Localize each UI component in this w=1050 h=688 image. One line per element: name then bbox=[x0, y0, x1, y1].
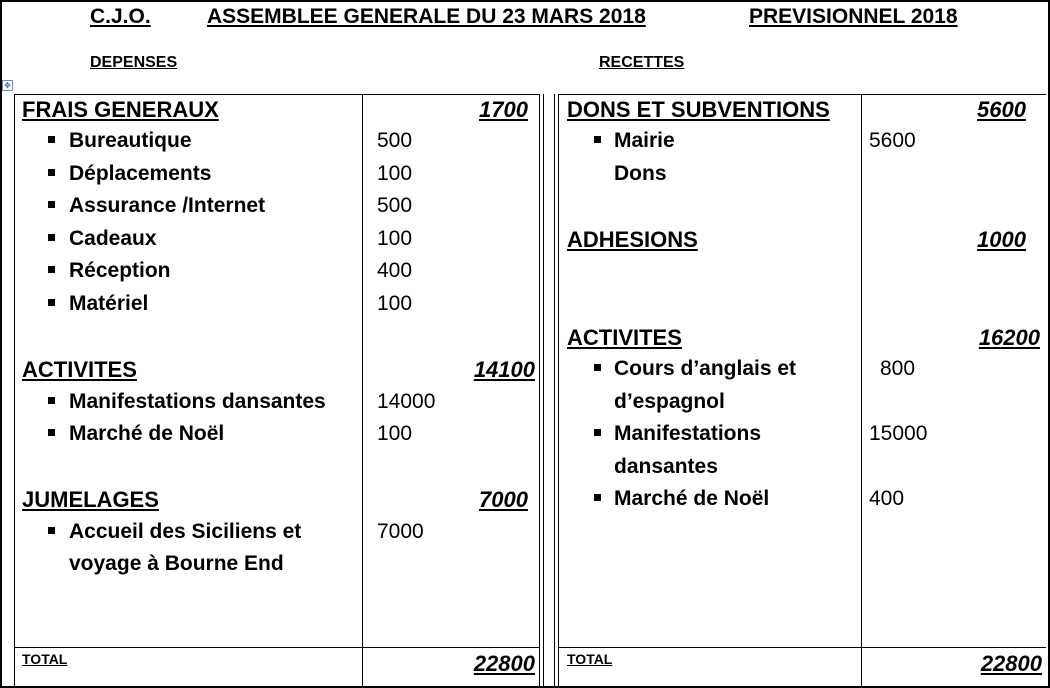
bullet-icon bbox=[48, 136, 55, 143]
bullet-icon bbox=[48, 397, 55, 404]
expense-item-label: Matériel bbox=[69, 292, 149, 315]
bullet-icon bbox=[48, 266, 55, 273]
revenue-item-label: Marché de Noël bbox=[614, 487, 770, 510]
revenues-total-label: TOTAL bbox=[567, 651, 613, 667]
expense-item-value: 500 bbox=[377, 129, 413, 152]
expense-item-label: Marché de Noël bbox=[69, 422, 225, 445]
table-top-border-left bbox=[14, 94, 539, 95]
bullet-icon bbox=[48, 429, 55, 436]
expense-item-label: Réception bbox=[69, 259, 171, 282]
total-row-border-left bbox=[14, 647, 539, 648]
section-frais-generaux: FRAIS GENERAUX bbox=[22, 97, 219, 122]
expenses-right-border bbox=[539, 94, 540, 688]
bullet-icon bbox=[48, 299, 55, 306]
table-move-handle-icon[interactable]: ✥ bbox=[2, 80, 13, 91]
activites-recettes-total: 16200 bbox=[978, 325, 1040, 350]
section-activites-depenses: ACTIVITES bbox=[22, 357, 137, 382]
total-row-border-right bbox=[558, 647, 1046, 648]
frais-generaux-total: 1700 bbox=[479, 97, 528, 122]
bullet-icon bbox=[48, 201, 55, 208]
document-title: ASSEMBLEE GENERALE DU 23 MARS 2018 bbox=[207, 5, 646, 28]
org-name: C.J.O. bbox=[90, 5, 151, 28]
revenue-item-label: Dons bbox=[614, 162, 667, 185]
expense-item-label-line2: voyage à Bourne End bbox=[69, 552, 284, 575]
bullet-icon bbox=[594, 364, 601, 371]
revenue-item-label-line2: d’espagnol bbox=[614, 390, 725, 413]
expense-item-value: 100 bbox=[377, 162, 413, 185]
table-top-border-right bbox=[558, 94, 1046, 95]
expense-item-value: 100 bbox=[377, 422, 413, 445]
gap-line-2 bbox=[554, 94, 555, 688]
revenue-item-value: 400 bbox=[869, 487, 905, 510]
expenses-grand-total: 22800 bbox=[473, 651, 535, 676]
section-dons-subventions: DONS ET SUBVENTIONS bbox=[567, 97, 830, 122]
bullet-icon bbox=[48, 527, 55, 534]
expense-item-label: Assurance /Internet bbox=[69, 194, 266, 217]
activites-depenses-total: 14100 bbox=[473, 357, 535, 382]
expenses-heading: DEPENSES bbox=[90, 54, 178, 71]
forecast-title: PREVISIONNEL 2018 bbox=[749, 5, 958, 28]
revenues-left-border bbox=[558, 94, 559, 688]
revenue-item-value: 800 bbox=[880, 357, 916, 380]
bullet-icon bbox=[594, 429, 601, 436]
expense-item-value: 7000 bbox=[377, 520, 424, 543]
revenues-heading: RECETTES bbox=[599, 54, 685, 71]
section-adhesions: ADHESIONS bbox=[567, 227, 698, 252]
expense-item-value: 100 bbox=[377, 292, 413, 315]
revenue-item-value: 15000 bbox=[869, 422, 928, 445]
revenue-item-label-line2: dansantes bbox=[614, 455, 718, 478]
revenue-item-label: Mairie bbox=[614, 129, 675, 152]
section-jumelages: JUMELAGES bbox=[22, 487, 159, 512]
bullet-icon bbox=[594, 494, 601, 501]
expense-item-label: Déplacements bbox=[69, 162, 212, 185]
expense-item-label: Cadeaux bbox=[69, 227, 157, 250]
section-activites-recettes: ACTIVITES bbox=[567, 325, 682, 350]
expense-item-label-line1: Accueil des Siciliens et bbox=[69, 520, 302, 543]
bullet-icon bbox=[48, 169, 55, 176]
jumelages-total: 7000 bbox=[479, 487, 528, 512]
expenses-value-divider bbox=[362, 94, 363, 688]
bullet-icon bbox=[48, 234, 55, 241]
revenue-item-label-line1: Manifestations bbox=[614, 422, 762, 445]
dons-total: 5600 bbox=[977, 97, 1026, 122]
expense-item-label: Bureautique bbox=[69, 129, 192, 152]
expense-item-value: 14000 bbox=[377, 390, 436, 413]
adhesions-total: 1000 bbox=[977, 227, 1026, 252]
expense-item-value: 400 bbox=[377, 259, 413, 282]
bullet-icon bbox=[594, 136, 601, 143]
expense-item-value: 500 bbox=[377, 194, 413, 217]
expense-item-value: 100 bbox=[377, 227, 413, 250]
gap-line-1 bbox=[543, 94, 544, 688]
table-left-border bbox=[14, 94, 15, 688]
revenue-item-label-line1: Cours d’anglais et bbox=[614, 357, 797, 380]
expense-item-label: Manifestations dansantes bbox=[69, 390, 326, 413]
expenses-total-label: TOTAL bbox=[22, 651, 68, 667]
revenues-grand-total: 22800 bbox=[980, 651, 1042, 676]
revenue-item-value: 5600 bbox=[869, 129, 916, 152]
revenues-value-divider bbox=[861, 94, 862, 688]
